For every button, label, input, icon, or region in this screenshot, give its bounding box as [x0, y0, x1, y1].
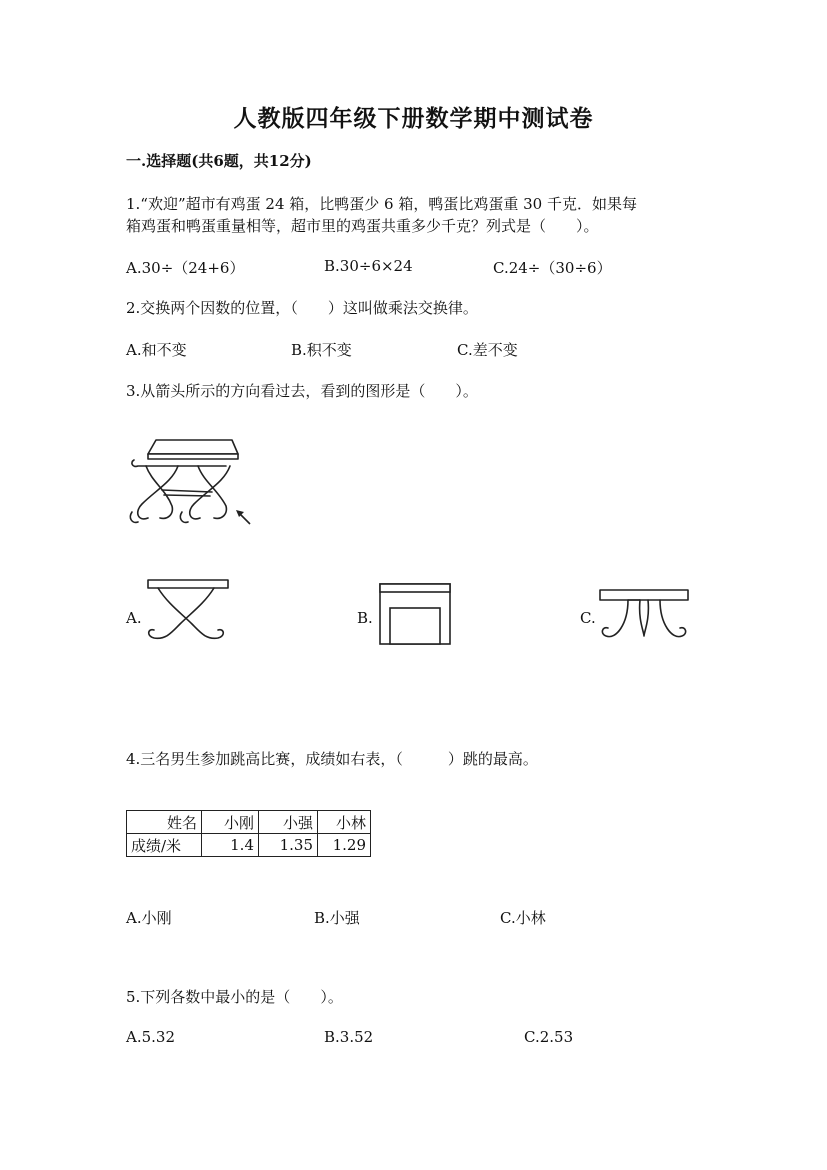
section-heading: 一.选择题(共6题，共12分) — [126, 152, 312, 170]
question-1-line-2: 箱鸡蛋和鸭蛋重量相等，超市里的鸡蛋共重多少千克？列式是（ ）。 — [126, 217, 599, 235]
question-3-option-a: A. — [126, 609, 142, 627]
question-1-option-a: A.30÷（24+6） — [126, 259, 245, 277]
question-5-option-a: A.5.32 — [126, 1028, 175, 1046]
question-4-line-1: 4.三名男生参加跳高比赛，成绩如右表，（ ）跳的最高。 — [126, 750, 538, 768]
question-5-option-c: C.2.53 — [524, 1028, 574, 1046]
table-cell: 小林 — [318, 811, 371, 834]
table-cell: 成绩/米 — [127, 834, 202, 857]
question-1-line-1: 1.“欢迎”超市有鸡蛋 24 箱，比鸭蛋少 6 箱，鸭蛋比鸡蛋重 30 千克．如果每 — [126, 195, 637, 213]
question-3-option-b: B. — [357, 609, 373, 627]
question-1-option-c: C.24÷（30÷6） — [493, 259, 612, 277]
table-row — [127, 834, 371, 857]
stool-illustration — [126, 432, 254, 532]
table-cell: 1.35 — [259, 834, 318, 857]
question-2-line-1: 2.交换两个因数的位置，（ ）这叫做乘法交换律。 — [126, 299, 478, 317]
table-cell: 1.29 — [318, 834, 371, 857]
question-3-line-1: 3.从箭头所示的方向看过去，看到的图形是（ ）。 — [126, 382, 478, 400]
question-3-option-c: C. — [580, 609, 596, 627]
question-4-option-a: A.小刚 — [126, 909, 172, 927]
question-5-line-1: 5.下列各数中最小的是（ ）。 — [126, 988, 343, 1006]
table-cell: 姓名 — [127, 811, 202, 834]
question-4-option-b: B.小强 — [314, 909, 360, 927]
question-1-option-b: B.30÷6×24 — [324, 257, 413, 275]
table-header-row — [127, 811, 371, 834]
question-2-option-b: B.积不变 — [291, 341, 352, 359]
question-2-option-a: A.和不变 — [126, 341, 187, 359]
question-5-option-b: B.3.52 — [324, 1028, 374, 1046]
table-cell: 小强 — [259, 811, 318, 834]
table-cell: 1.4 — [202, 834, 259, 857]
question-2-option-c: C.差不变 — [457, 341, 518, 359]
page-title: 人教版四年级下册数学期中测试卷 — [233, 105, 594, 132]
option-c-shape-curved-legs — [598, 588, 690, 646]
option-a-shape-x — [144, 578, 234, 646]
question-4-option-c: C.小林 — [500, 909, 546, 927]
option-b-shape-table — [378, 582, 452, 646]
table-cell: 小刚 — [202, 811, 259, 834]
score-table — [126, 810, 371, 857]
